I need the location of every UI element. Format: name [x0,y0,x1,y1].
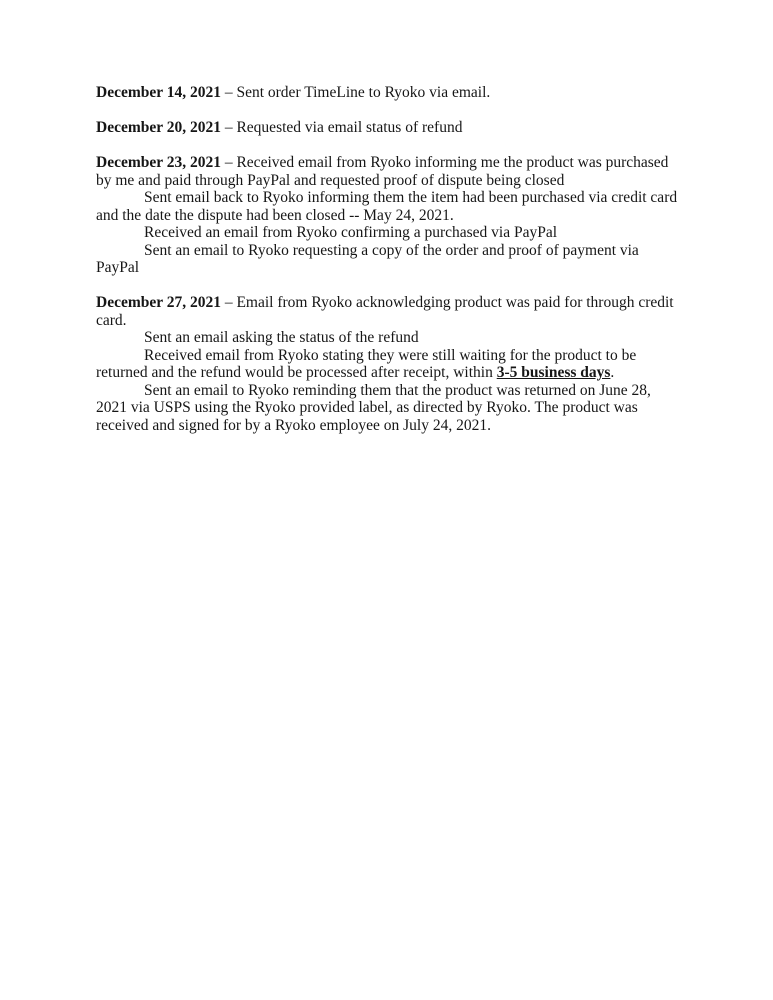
entry-text: Sent order TimeLine to Ryoko via email. [236,84,491,101]
entry-text-before: Received email from Ryoko stating they were still waiting for the product to be returned and the refund would be processed after receipt, within [96,346,637,381]
dash-separator: – [224,119,233,136]
timeline-entry-dec-27 [96,294,682,434]
entry-date: December 20, 2021 [96,119,221,136]
timeline-entry-dec-20 [96,119,682,137]
entry-paragraph [96,119,682,137]
entry-text: Email from Ryoko acknowledging product was paid for through credit card. [96,294,674,329]
dash-separator: – [224,84,233,101]
entry-sub-paragraph: Sent an email to Ryoko reminding them that the product was returned on June 28, 2021 via USPS using the Ryoko provided label, as directed by Ryoko. The product was received and signed for by a Ryoko employee on July 24, 2021. [96,381,651,434]
emphasis-text: 3-5 business days [496,364,611,381]
entry-text: Requested via email status of refund [236,119,463,136]
entry-sub-paragraph: Sent an email to Ryoko requesting a copy of the order and proof of payment via PayPal [96,241,639,276]
entry-paragraph [96,294,682,329]
entry-sub-paragraph [96,347,682,382]
entry-text: Received email from Ryoko informing me the product was purchased by me and paid through PayPal and requested proof of dispute being closed [96,154,669,189]
entry-sub-paragraph: Sent an email asking the status of the refund [144,329,419,346]
entry-date: December 23, 2021 [96,154,221,171]
entry-date: December 27, 2021 [96,294,221,311]
entry-sub-paragraph: Received an email from Ryoko confirming a purchased via PayPal [144,224,558,241]
timeline-document [96,84,682,434]
entry-text-after: . [610,364,615,381]
dash-separator: – [224,294,233,311]
entry-date: December 14, 2021 [96,84,221,101]
entry-paragraph [96,84,682,102]
dash-separator: – [224,154,233,171]
timeline-entry-dec-23 [96,154,682,277]
entry-paragraph [96,154,682,189]
entry-sub-paragraph: Sent email back to Ryoko informing them the item had been purchased via credit card and the date the dispute had been closed -- May 24, 2021. [96,189,678,224]
timeline-entry-dec-14 [96,84,682,102]
